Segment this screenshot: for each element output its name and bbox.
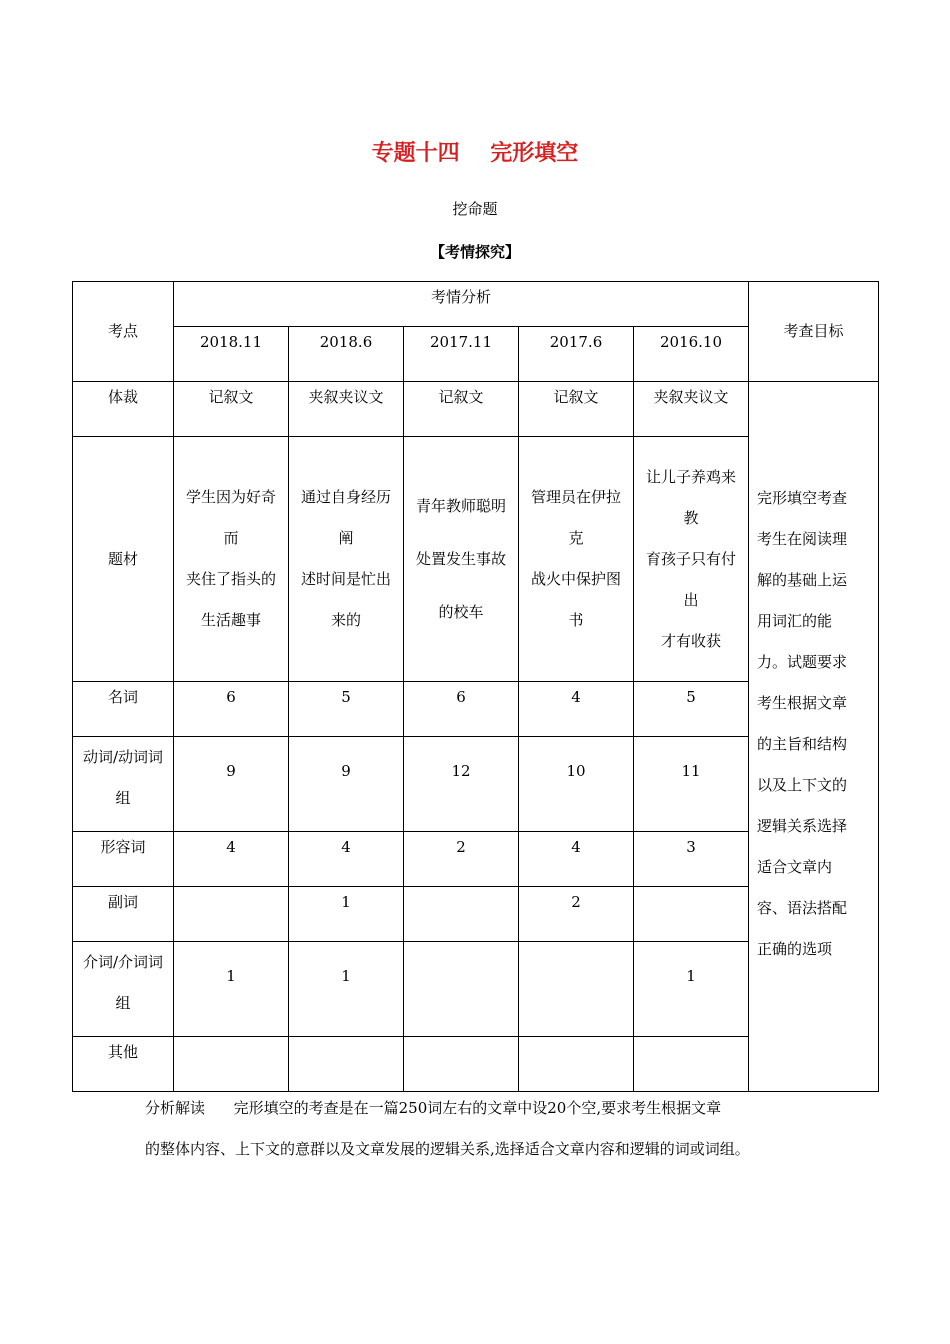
- count-cell: 10: [519, 737, 634, 832]
- genre-cell: 夹叙夹议文: [634, 382, 749, 437]
- subtitle: 挖命题: [452, 200, 498, 218]
- topic-cell: 管理员在伊拉 克 战火中保护图 书: [519, 437, 634, 682]
- analysis-header: 考情分析: [174, 282, 749, 327]
- count-cell: 11: [634, 737, 749, 832]
- header-row: [73, 282, 879, 327]
- count-cell: [289, 1037, 404, 1092]
- analysis-paragraph-line-2: 的整体内容、上下文的意群以及文章发展的逻辑关系,选择适合文章内容和逻辑的词或词组。: [145, 1140, 750, 1158]
- count-cell: [519, 942, 634, 1037]
- count-cell: [404, 942, 519, 1037]
- topic-cell: 学生因为好奇 而 夹住了指头的 生活趣事: [174, 437, 289, 682]
- goal-line: 考生根据文章: [757, 694, 848, 712]
- kaodian-header: 考点: [73, 282, 174, 382]
- row-label: 其他: [73, 1037, 174, 1092]
- count-cell: [404, 887, 519, 942]
- row-label: 介词/介词词 组: [73, 942, 174, 1037]
- row-label: 动词/动词词 组: [73, 737, 174, 832]
- goal-line: 逻辑关系选择: [757, 817, 848, 835]
- year-cell: 2016.10: [634, 327, 749, 382]
- count-cell: 4: [289, 832, 404, 887]
- count-cell: 4: [519, 832, 634, 887]
- topic-cell: 通过自身经历 阐 述时间是忙出 来的: [289, 437, 404, 682]
- count-cell: 6: [404, 682, 519, 737]
- year-cell: 2017.6: [519, 327, 634, 382]
- count-cell: 1: [289, 887, 404, 942]
- count-cell: 1: [634, 942, 749, 1037]
- goal-line: 适合文章内: [757, 858, 833, 876]
- row-label: 副词: [73, 887, 174, 942]
- count-cell: 2: [519, 887, 634, 942]
- genre-cell: 夹叙夹议文: [289, 382, 404, 437]
- count-cell: 2: [404, 832, 519, 887]
- count-cell: [519, 1037, 634, 1092]
- page-title: 专题十四 完形填空: [371, 141, 579, 166]
- year-cell: 2018.11: [174, 327, 289, 382]
- count-cell: [174, 887, 289, 942]
- count-cell: 9: [289, 737, 404, 832]
- count-cell: 3: [634, 832, 749, 887]
- year-cell: 2017.11: [404, 327, 519, 382]
- row-label: 题材: [73, 437, 174, 682]
- goal-line: 用词汇的能: [757, 612, 833, 630]
- genre-cell: 记叙文: [174, 382, 289, 437]
- analysis-paragraph-line-1: 分析解读 完形填空的考查是在一篇250词左右的文章中设20个空,要求考生根据文章: [145, 1099, 722, 1117]
- goal-cell: [749, 382, 879, 1092]
- row-label: 形容词: [73, 832, 174, 887]
- count-cell: 4: [519, 682, 634, 737]
- count-cell: [634, 887, 749, 942]
- genre-row: [73, 382, 879, 437]
- row-label: 体裁: [73, 382, 174, 437]
- count-cell: 6: [174, 682, 289, 737]
- goal-line: 容、语法搭配: [757, 899, 848, 917]
- count-cell: [634, 1037, 749, 1092]
- row-label: 名词: [73, 682, 174, 737]
- goal-line: 解的基础上运: [757, 571, 848, 589]
- count-cell: 5: [634, 682, 749, 737]
- section-heading: 【考情探究】: [429, 243, 520, 261]
- count-cell: 4: [174, 832, 289, 887]
- count-cell: 1: [289, 942, 404, 1037]
- count-cell: [174, 1037, 289, 1092]
- count-cell: 1: [174, 942, 289, 1037]
- goal-header: 考查目标: [749, 282, 879, 382]
- goal-line: 力。试题要求: [757, 653, 848, 671]
- count-cell: [404, 1037, 519, 1092]
- exam-analysis-table: [72, 281, 879, 1092]
- goal-line: 的主旨和结构: [757, 735, 848, 753]
- genre-cell: 记叙文: [404, 382, 519, 437]
- goal-line: 考生在阅读理: [757, 530, 848, 548]
- count-cell: 12: [404, 737, 519, 832]
- year-cell: 2018.6: [289, 327, 404, 382]
- topic-cell: 青年教师聪明 处置发生事故 的校车: [404, 437, 519, 682]
- goal-line: 以及上下文的: [757, 776, 848, 794]
- topic-cell: 让儿子养鸡来 教 育孩子只有付 出 才有收获: [634, 437, 749, 682]
- count-cell: 5: [289, 682, 404, 737]
- count-cell: 9: [174, 737, 289, 832]
- goal-line: 正确的选项: [757, 940, 833, 958]
- genre-cell: 记叙文: [519, 382, 634, 437]
- goal-line: 完形填空考查: [757, 489, 848, 507]
